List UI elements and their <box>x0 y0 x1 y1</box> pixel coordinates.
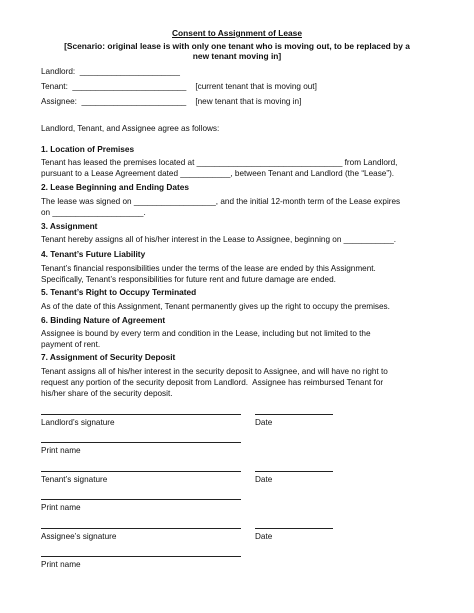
section-text-line: request any portion of the security deposit from Landlord. Assignee has reimbursed Tenant for <box>41 378 384 387</box>
tenant-print-name-line[interactable] <box>41 499 241 500</box>
tenant-signature-label: Tenant’s signature <box>41 475 108 484</box>
section-heading: 2. Lease Beginning and Ending Dates <box>41 182 189 192</box>
section-heading: 3. Assignment <box>41 221 98 231</box>
section-text-line: payment of rent. <box>41 340 101 349</box>
section-text-line: pursuant to a Lease Agreement dated ___________, between Tenant and Landlord (the “Lease”). <box>41 169 395 178</box>
tenant-date-line[interactable] <box>255 471 333 472</box>
assignee-date-label: Date <box>255 532 273 541</box>
landlord-signature-line[interactable] <box>41 414 241 415</box>
section-text-line: The lease was signed on __________________, and the initial 12-month term of the Lease expires <box>41 197 401 206</box>
landlord-date-line[interactable] <box>255 414 333 415</box>
scenario-note-line-2: new tenant moving in] <box>192 51 282 61</box>
scenario-note-line-1: [Scenario: original lease is with only one tenant who is moving out, to be replaced by a <box>64 41 410 51</box>
landlord-print-name-label: Print name <box>41 446 81 455</box>
section-heading: 7. Assignment of Security Deposit <box>41 352 176 362</box>
section-text-line: on ____________________. <box>41 208 146 217</box>
section-text-line: Tenant’s financial responsibilities under the terms of the lease are ended by this Assignment. <box>41 264 376 273</box>
tenant-date-label: Date <box>255 475 273 484</box>
assignee-print-name-label: Print name <box>41 560 81 569</box>
section-heading: 6. Binding Nature of Agreement <box>41 315 166 325</box>
landlord-field: Landlord: ______________________ <box>41 67 180 76</box>
section-text-line: Tenant has leased the premises located at ________________________________ from Landlord, <box>41 158 398 167</box>
document-title: Consent to Assignment of Lease <box>172 28 302 38</box>
landlord-print-name-line[interactable] <box>41 442 241 443</box>
section-heading: 4. Tenant’s Future Liability <box>41 249 146 259</box>
assignee-print-name-line[interactable] <box>41 556 241 557</box>
assignee-signature-label: Assignee’s signature <box>41 532 117 541</box>
tenant-signature-line[interactable] <box>41 471 241 472</box>
tenant-print-name-label: Print name <box>41 503 81 512</box>
section-heading: 5. Tenant’s Right to Occupy Terminated <box>41 287 197 297</box>
intro-text: Landlord, Tenant, and Assignee agree as follows: <box>41 124 220 133</box>
tenant-field: Tenant: _________________________ [current tenant that is moving out] <box>41 82 317 91</box>
section-text-line: As of the date of this Assignment, Tenant permanently gives up the right to occupy the premises. <box>41 302 390 311</box>
section-text-line: Tenant hereby assigns all of his/her interest in the Lease to Assignee, beginning on ___________. <box>41 235 397 244</box>
section-text-line: his/her share of the security deposit. <box>41 389 173 398</box>
landlord-signature-label: Landlord’s signature <box>41 418 115 427</box>
assignee-date-line[interactable] <box>255 528 333 529</box>
assignee-field: Assignee: _______________________ [new tenant that is moving in] <box>41 97 302 106</box>
landlord-date-label: Date <box>255 418 273 427</box>
section-heading: 1. Location of Premises <box>41 144 135 154</box>
assignee-signature-line[interactable] <box>41 528 241 529</box>
section-text-line: Specifically, Tenant’s responsibilities for future rent and future damage are ended. <box>41 275 336 284</box>
section-text-line: Tenant assigns all of his/her interest in the security deposit to Assignee, and will have no right to <box>41 367 388 376</box>
section-text-line: Assignee is bound by every term and condition in the Lease, including but not limited to the <box>41 329 371 338</box>
